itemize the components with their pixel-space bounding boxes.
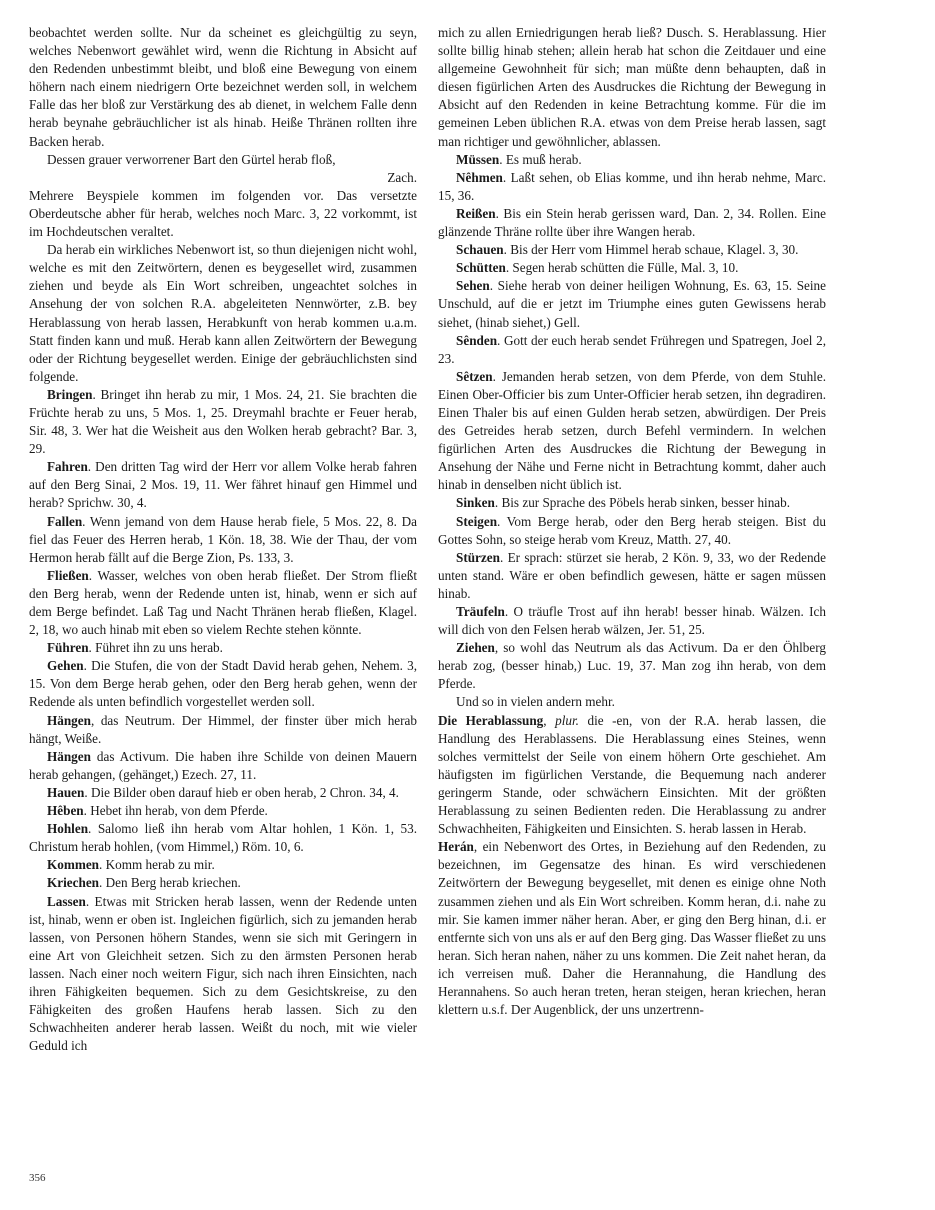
paragraph — [29, 567, 417, 639]
paragraph — [438, 549, 826, 603]
paragraph — [29, 712, 417, 748]
paragraph-text: . Die Stufen, die von der Stadt David herab gehen, Nehem. 3, 15. Von dem Berge herab gehen, oder den Berg herab gehen, wenn der Redende als unten befindlich vorgestellet werden soll. — [29, 658, 417, 710]
headword: Schauen — [456, 242, 504, 258]
paragraph-text: Zach. — [387, 169, 417, 185]
paragraph — [438, 513, 826, 549]
paragraph — [29, 657, 417, 711]
paragraph — [438, 259, 826, 277]
paragraph — [29, 169, 417, 187]
page-number: 356 — [29, 1172, 46, 1184]
headword: Hêben — [47, 803, 84, 819]
paragraph-text: Dessen grauer verworrener Bart den Gürtel herab floß, — [47, 151, 336, 167]
headword: Hängen — [47, 712, 91, 728]
paragraph — [438, 24, 826, 151]
headword: Steigen — [456, 513, 498, 529]
headword: Die Herablassung — [438, 712, 544, 728]
paragraph — [438, 494, 826, 512]
paragraph — [29, 802, 417, 820]
paragraph — [438, 603, 826, 639]
headword: Schütten — [456, 260, 506, 276]
headword: Kommen — [47, 857, 100, 873]
paragraph — [438, 712, 826, 839]
paragraph-text: . Die Bilder oben darauf hieb er oben herab, 2 Chron. 34, 4. — [84, 784, 399, 800]
paragraph — [29, 893, 417, 1056]
paragraph-text: . Den Berg herab kriechen. — [99, 875, 241, 891]
headword: Gehen — [47, 658, 84, 674]
paragraph — [29, 748, 417, 784]
paragraph — [29, 820, 417, 856]
headword: Träufeln — [456, 604, 505, 619]
paragraph-text: . Siehe herab von deiner heiligen Wohnung, Es. 63, 15. Seine Unschuld, auf die er jetzt im Triumphe eines guten Gewissens herab siehet, (hinab siehet,) Gell. — [438, 278, 826, 330]
paragraph — [29, 513, 417, 567]
paragraph-text: . Salomo ließ ihn herab vom Altar hohlen, 1 Kön. 1, 53. Christum herab hohlen, (vom Himmel,) Röm. 10, 6. — [29, 821, 417, 855]
headword: Führen — [47, 640, 89, 656]
paragraph-text: , — [543, 712, 556, 728]
paragraph-text: Da herab ein wirkliches Nebenwort ist, so thun diejenigen nicht wohl, welche es mit den Zeitwörtern, denen es beygesellet wird, zusammen ziehen und beyde als Ein Wort schreiben, ungeachtet solches in Ansehung der von solchen R.A. abgeleiteten Nennwörter, z.B. bey Herablassung von herab lassen, Herabkunft von herab kommen u.a.m. Statt finden kann und muß. Herab kann allen Zeitwörtern der Bewegung oder der Richtung beygesellet werden. Einige der gebräuchlichsten sind folgende. — [29, 242, 417, 384]
headword: Müssen — [456, 151, 500, 167]
paragraph-text: . Jemanden herab setzen, von dem Pferde, von dem Stuhle. Einen Ober-Officier bis zum Unter-Officier herab setzen, ihn degradiren. Einen Thaler bis auf einen Gulden herab setzen, abwürdigen. Der Preis des Getreides herab setzen, durch Befehl vermindern. In welchen figürlichen Arten des Ausdruckes die Richtung der Bewegung in Ansehung der Nähe und Ferne nicht in Betrachtung kommt, daher auch hinab in denselben nicht üblich ist. — [438, 368, 826, 493]
headword: Sênden — [456, 332, 498, 348]
paragraph — [438, 639, 826, 693]
paragraph — [29, 458, 417, 512]
paragraph-text: . Bis zur Sprache des Pöbels herab sinken, besser hinab. — [494, 495, 791, 511]
right-column — [438, 24, 826, 1019]
paragraph-text: . Führet ihn zu uns herab. — [88, 640, 223, 656]
headword: Fallen — [47, 513, 83, 529]
paragraph-text: , ein Nebenwort des Ortes, in Beziehung auf den Redenden, zu bezeichnen, im Gegensatze des hinan. Es wird verschiedenen Zeitwörtern der Bewegung beygesellet, mit denen es einige ohne Noth zusammen ziehen und als Ein Wort schreiben. Komm heran, d.i. nahe zu mir. Sie kamen immer näher heran. Aber, er ging den Berg hinan, d.i. er entfernte sich von uns als er auf den Berg ging. Das Wasser fließet zu uns heran. Sich heran nahen, näher zu uns kommen. Die Zeit nahet heran, da ich verreisen muß. Daher die Herannahung, die Handlung des Herannahens. So auch heran treten, heran steigen, heran kriechen, heran klettern u.s.f. Der Augenblick, der uns unzertrenn- — [438, 839, 826, 1018]
paragraph-text: , so wohl das Neutrum als das Activum. Da er den Öhlberg herab zog, (besser hinab,) Luc. 19, 37. Man zog ihn herab, von dem Pferde. — [438, 640, 826, 692]
headword: Lassen — [47, 893, 86, 909]
paragraph-text: . O träufle Trost auf ihn herab! besser hinab. Wälzen. Ich will dich von den Felsen herab wälzen, Jer. 51, 25. — [438, 604, 826, 638]
paragraph — [438, 151, 826, 169]
headword: Kriechen — [47, 875, 100, 891]
paragraph-text: . Wenn jemand von dem Hause herab fiele, 5 Mos. 22, 8. Da fiel das Feuer des Herren herab, 1 Kön. 18, 38. Wie der Thau, der vom Hermon herab fällt auf die Berge Zion, Ps. 133, 3. — [29, 513, 417, 565]
paragraph-text: . Komm herab zu mir. — [99, 857, 215, 873]
paragraph — [29, 856, 417, 874]
paragraph — [438, 169, 826, 205]
paragraph — [29, 24, 417, 151]
paragraph-text: , das Neutrum. Der Himmel, der finster über mich herab hängt, Weiße. — [29, 712, 417, 746]
headword: Fahren — [47, 459, 88, 475]
paragraph-text: . Den dritten Tag wird der Herr vor allem Volke herab fahren auf den Berg Sinai, 2 Mos. 19, 11. Wer fähret hinauf gen Himmel und herab? Sprichw. 30, 4. — [29, 459, 417, 511]
paragraph-text: Und so in vielen andern mehr. — [456, 694, 615, 710]
paragraph-text: . Segen herab schütten die Fülle, Mal. 3, 10. — [505, 260, 739, 276]
paragraph — [438, 838, 826, 1019]
paragraph-text: . Er sprach: stürzet sie herab, 2 Kön. 9, 33, wo der Redende unten stand. Wäre er oben befindlich gewesen, hätte er sagen müssen hinab. — [438, 549, 826, 601]
headword: Reißen — [456, 205, 496, 221]
paragraph-text: . Bis ein Stein herab gerissen ward, Dan. 2, 34. Rollen. Eine glänzende Thräne rollte über ihre Wangen herab. — [438, 205, 826, 240]
paragraph-text: . Gott der euch herab sendet Frühregen und Spatregen, Joel 2, 23. — [438, 332, 826, 366]
left-column — [29, 24, 417, 1055]
paragraph — [29, 241, 417, 386]
headword: Hohlen — [47, 821, 89, 837]
paragraph-text: . Es muß herab. — [499, 151, 582, 167]
paragraph — [29, 639, 417, 657]
headword: Bringen — [47, 386, 93, 402]
paragraph — [438, 332, 826, 368]
paragraph — [29, 386, 417, 458]
headword: Herán — [438, 839, 474, 855]
italic-note: plur. — [555, 712, 579, 728]
paragraph — [29, 187, 417, 241]
paragraph — [438, 277, 826, 331]
headword: Ziehen — [456, 640, 495, 656]
headword: Sinken — [456, 495, 495, 511]
paragraph-text: . Bis der Herr vom Himmel herab schaue, Klagel. 3, 30. — [503, 242, 799, 258]
headword: Nêhmen — [456, 169, 503, 185]
paragraph — [438, 368, 826, 495]
paragraph-text: Mehrere Beyspiele kommen im folgenden vor. Das versetzte Oberdeutsche abher für herab, welches noch Marc. 3, 22 vorkommt, ist im Hochdeutschen veraltet. — [29, 187, 417, 240]
paragraph — [438, 693, 826, 711]
paragraph-text: die -en, von der R.A. herab lassen, die Handlung des Herablassens. Die Herablassung eines Steines, wenn solches vermittelst der Seile von einem höhern Orte geschiehet. Am häufigsten im figürlichen Verstande, die Bequemung nach anderer geringerm Stande, oder schwächern Einsichten. Mit der größten Herablassung zu seinen Bedienten reden. Die Herablassung zu andrer Schwachheiten, Fähigkeiten und Einsichten. S. herab lassen in Herab. — [438, 712, 827, 837]
paragraph — [29, 151, 417, 169]
paragraph-text: . Laßt sehen, ob Elias komme, und ihn herab nehme, Marc. 15, 36. — [438, 169, 826, 203]
paragraph — [438, 205, 826, 241]
paragraph — [29, 874, 417, 892]
headword: Hängen — [47, 748, 91, 764]
paragraph-text: . Vom Berge herab, oder den Berg herab steigen. Bist du Gottes Sohn, so steige herab vom Kreuz, Matth. 27, 40. — [438, 513, 826, 547]
headword: Sêtzen — [456, 368, 493, 384]
paragraph — [29, 784, 417, 802]
paragraph-text: . Bringet ihn herab zu mir, 1 Mos. 24, 21. Sie brachten die Früchte herab zu uns, 5 Mos. 1, 25. Dreymahl brachte er Feuer herab, Sir. 48, 3. Wer hat die Weisheit aus den Wolken herab gebracht? Bar. 3, 29. — [29, 386, 417, 457]
headword: Hauen — [47, 784, 85, 800]
headword: Sehen — [456, 278, 490, 294]
paragraph-text: . Etwas mit Stricken herab lassen, wenn der Redende unten ist, hinab, wenn er oben ist. Ingleichen figürlich, sich zu jemanden herab lassen, von Personen höhern Standes, wenn sie sich mit Geringern in eine Art von Gleichheit setzen. Sich zu den ärmsten Personen herab lassen. Nach einer noch weitern Figur, sich nach ihren Einsichten, nach ihren Fähigkeiten bequemen. Sich zu dem Gesichtskreise, zu den Fähigkeiten des großen Haufens herab lassen. Sich zu den Schwachheiten anderer herab lassen. Weißt du noch, mit wie vieler Geduld ich — [29, 893, 417, 1054]
headword: Fließen — [47, 567, 89, 583]
paragraph — [438, 241, 826, 259]
headword: Stürzen — [456, 549, 500, 565]
paragraph-text: mich zu allen Erniedrigungen herab ließ? Dusch. S. Herablassung. Hier sollte billig hinab stehen; allein herab hat schon die Zeitdauer und eine allgemeine Gewohnheit für sich; man müßte denn behaupten, daß in diesen figürlichen Arten des Ausdruckes die Richtung der Bewegung in Absicht auf den Redenden in keine Betrachtung komme. Für die im gemeinen Leben üblichen R.A. etwas von dem Preise herab lassen, sagt man richtiger und gewöhnlicher, ablassen. — [438, 25, 826, 149]
paragraph-text: . Hebet ihn herab, von dem Pferde. — [83, 803, 268, 819]
paragraph-text: . Wasser, welches von oben herab fließet. Der Strom fließt den Berg herab, wenn der Redende unten ist, hinab, wenn er sich auf dem Berge befindet. Laß Tag und Nacht Thränen herab fließen, Klagel. 2, 18, wo auch hinab mit eben so vielem Rechte stehen könnte. — [29, 567, 417, 638]
paragraph-text: das Activum. Die haben ihre Schilde von deinen Mauern herab gehangen, (gehänget,) Ezech. 27, 11. — [29, 748, 417, 782]
paragraph-text: beobachtet werden sollte. Nur da scheinet es gleichgültig zu seyn, welches Nebenwort gewählet wird, wenn die Richtung in Absicht auf den Redenden unbestimmt bleibt, und bloß eine Bewegung von einem höhern nach einem niedrigern Orte bezeichnet werden soll, in welchem Falle das her bloß zur Verstärkung des ab dienet, in welchem Falle denn herab beynahe gebräuchlicher ist als hinab. Heiße Thränen rollten ihre Backen herab. — [29, 25, 417, 149]
